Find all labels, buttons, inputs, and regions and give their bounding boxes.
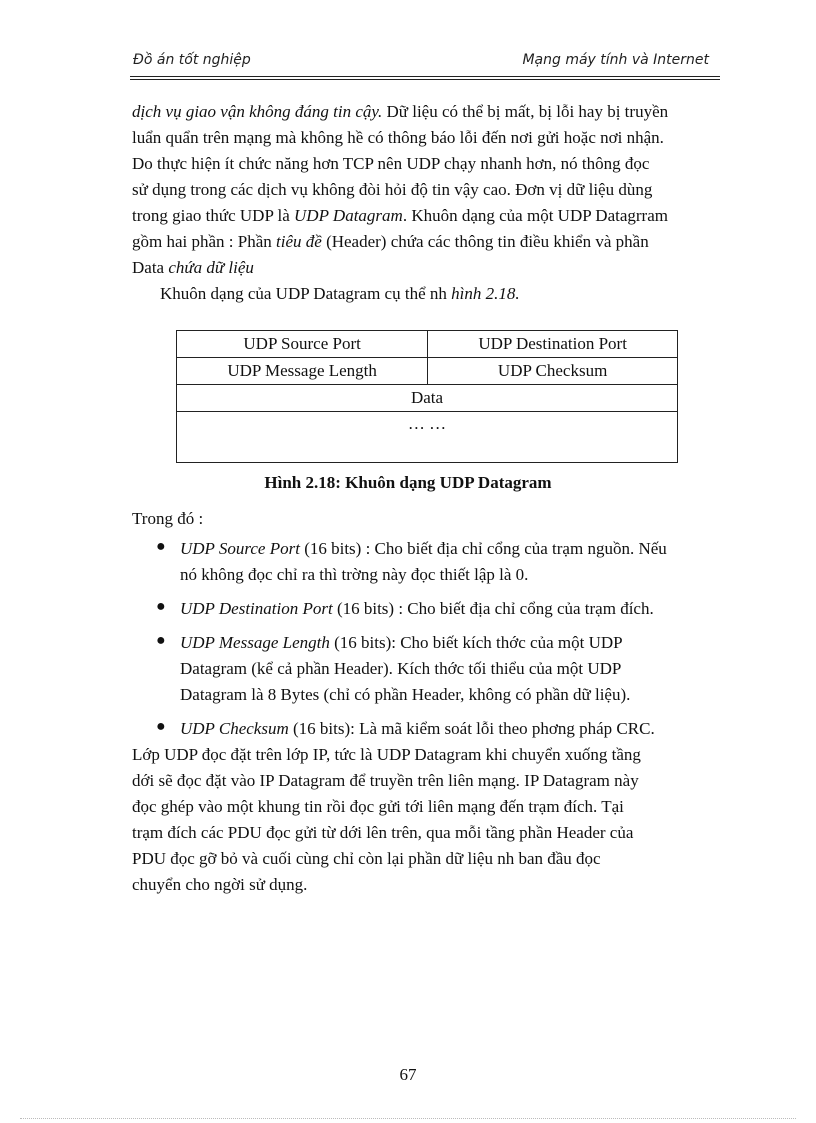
page-number: 67 xyxy=(399,1065,417,1084)
bullet-3-text: (16 bits): Cho biết kích thớc của một UDP xyxy=(329,633,623,652)
intro-paragraph xyxy=(132,99,720,307)
bullet-1-text: (16 bits) : Cho biết địa chỉ cổng của trạm nguồn. Nếu xyxy=(299,539,667,558)
intro-term-data: chứa dữ liệu xyxy=(168,258,254,277)
page-header-left: Đồ án tốt nghiệp xyxy=(133,52,251,68)
figure-caption: Hình 2.18: Khuôn dạng UDP Datagram xyxy=(264,473,552,492)
page-bottom-border xyxy=(20,1118,796,1119)
bullet-dot-4: ● xyxy=(156,718,166,735)
bullet-3-line-3: Datagram là 8 Bytes (chỉ có phần Header, không có phần dữ liệu). xyxy=(180,685,631,704)
bullet-checksum xyxy=(180,716,722,742)
trong-do-label: Trong đó : xyxy=(132,509,204,528)
cell-ellipsis: … … xyxy=(177,412,678,463)
bullet-3-line-2: Datagram (kể cả phần Header). Kích thớc tối thiểu của một UDP xyxy=(180,659,622,678)
intro-line-1: Dữ liệu có thể bị mất, bị lỗi hay bị truyền xyxy=(382,102,669,121)
intro-line-5a: trong giao thức UDP là xyxy=(132,206,295,225)
cell-checksum: UDP Checksum xyxy=(428,358,678,385)
figure-reference: hình 2.18. xyxy=(451,284,520,303)
closing-line-6: chuyển cho ngời sử dụng. xyxy=(132,875,308,894)
bullet-source-port xyxy=(180,536,722,588)
bullet-dot-2: ● xyxy=(156,598,166,615)
intro-term-header: tiêu đề xyxy=(276,232,322,251)
bullet-4-text: (16 bits): Là mã kiểm soát lỗi theo phơng pháp CRC. xyxy=(288,719,655,738)
cell-data: Data xyxy=(177,385,678,412)
bullet-dot-1: ● xyxy=(156,538,166,555)
term-message-length: UDP Message Length xyxy=(180,633,330,652)
intro-line-6a: gồm hai phần : Phần xyxy=(132,232,277,251)
intro-term-udp-datagram: UDP Datagram xyxy=(294,206,403,225)
intro-line-7a: Data xyxy=(132,258,169,277)
term-source-port: UDP Source Port xyxy=(180,539,300,558)
header-rule xyxy=(130,76,720,77)
intro-italic-phrase: dịch vụ giao vận không đáng tin cậy. xyxy=(132,102,383,121)
term-destination-port: UDP Destination Port xyxy=(180,599,333,618)
closing-line-2: dới sẽ đọc đặt vào IP Datagram để truyền trên liên mạng. IP Datagram này xyxy=(132,771,639,790)
header-rule-double xyxy=(130,79,720,80)
intro-line-6b: (Header) chứa các thông tin điều khiển và phần xyxy=(321,232,649,251)
bullet-2-text: (16 bits) : Cho biết địa chỉ cổng của trạm đích. xyxy=(332,599,654,618)
intro-line-8a: Khuôn dạng của UDP Datagram cụ thể nh xyxy=(160,284,452,303)
cell-destination-port: UDP Destination Port xyxy=(428,331,678,358)
page-header-right: Mạng máy tính và Internet xyxy=(522,52,709,68)
cell-message-length: UDP Message Length xyxy=(177,358,428,385)
closing-line-4: trạm đích các PDU đọc gửi từ dới lên trên, qua mỗi tầng phần Header của xyxy=(132,823,634,842)
closing-line-3: đọc ghép vào một khung tin rồi đọc gửi tới liên mạng đến trạm đích. Tại xyxy=(132,797,624,816)
cell-source-port: UDP Source Port xyxy=(177,331,428,358)
bullet-1-line-2: nó không đọc chỉ ra thì trờng này đọc thiết lập là 0. xyxy=(180,565,529,584)
intro-line-4: sử dụng trong các dịch vụ không đòi hỏi độ tin vậy cao. Đơn vị dữ liệu dùng xyxy=(132,180,653,199)
closing-line-5: PDU đọc gỡ bỏ và cuối cùng chỉ còn lại phần dữ liệu nh ban đầu đọc xyxy=(132,849,601,868)
closing-line-1: Lớp UDP đọc đặt trên lớp IP, tức là UDP Datagram khi chuyển xuống tầng xyxy=(132,745,641,764)
bullet-message-length xyxy=(180,630,722,708)
intro-line-5b: . Khuôn dạng của một UDP Datagrram xyxy=(402,206,668,225)
bullet-destination-port xyxy=(180,596,722,622)
intro-line-2: luẩn quẩn trên mạng mà không hề có thông báo lỗi đến nơi gửi hoặc nơi nhận. xyxy=(132,128,664,147)
bullet-dot-3: ● xyxy=(156,632,166,649)
closing-paragraph xyxy=(132,742,720,898)
intro-line-3: Do thực hiện ít chức năng hơn TCP nên UDP chạy nhanh hơn, nó thông đọc xyxy=(132,154,650,173)
term-checksum: UDP Checksum xyxy=(180,719,289,738)
udp-datagram-format-table xyxy=(176,330,678,463)
